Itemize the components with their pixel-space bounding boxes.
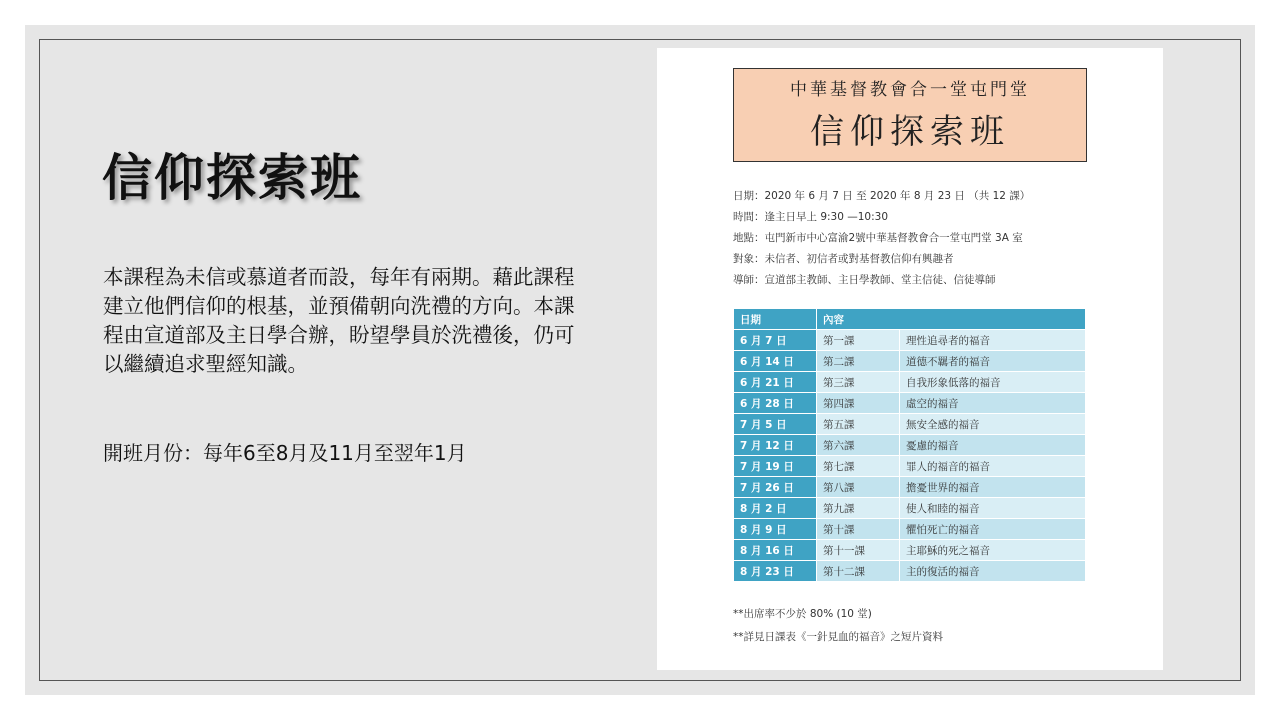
topic-cell: 理性追尋者的福音: [900, 330, 1086, 351]
flyer-banner: [733, 68, 1087, 162]
info-time: 時間：逢主日早上 9:30 —10:30: [733, 211, 889, 223]
header-content: 內容: [817, 309, 1086, 330]
info-date: 日期：2020 年 6 月 7 日 至 2020 年 8 月 23 日 （共 12 課）: [733, 190, 1031, 202]
lesson-cell: 第一課: [817, 330, 900, 351]
church-name: 中華基督教會合一堂屯門堂: [790, 80, 1030, 100]
lesson-cell: 第四課: [817, 393, 900, 414]
date-cell: 6 月 7 日: [734, 330, 817, 351]
lesson-cell: 第七課: [817, 456, 900, 477]
date-cell: 6 月 28 日: [734, 393, 817, 414]
date-cell: 8 月 16 日: [734, 540, 817, 561]
header-date: 日期: [734, 309, 817, 330]
flyer-footnotes: [733, 603, 1143, 649]
footnote-attendance: **出席率不少於 80% (10 堂): [733, 608, 872, 620]
info-audience: 對象：未信者、初信者或對基督教信仰有興趣者: [733, 253, 954, 265]
table-row: [734, 456, 1086, 477]
course-months: 開班月份：每年6至8月及11月至翌年1月: [103, 441, 467, 465]
table-row: [734, 414, 1086, 435]
lesson-cell: 第二課: [817, 351, 900, 372]
topic-cell: 無安全感的福音: [900, 414, 1086, 435]
table-row: [734, 540, 1086, 561]
date-cell: 8 月 2 日: [734, 498, 817, 519]
schedule-header-row: [734, 309, 1086, 330]
flyer-info: [733, 186, 1143, 291]
topic-cell: 憂慮的福音: [900, 435, 1086, 456]
footnote-reference: **詳見日課表《一針見血的福音》之短片資料: [733, 631, 943, 643]
course-description: 本課程為未信或慕道者而設，每年有兩期。藉此課程建立他們信仰的根基，並預備朝向洗禮的方向。本課程由宣道部及主日學合辦，盼望學員於洗禮後，仍可以繼續追求聖經知識。: [103, 265, 575, 376]
lesson-cell: 第九課: [817, 498, 900, 519]
schedule-table: [733, 308, 1086, 582]
lesson-cell: 第三課: [817, 372, 900, 393]
topic-cell: 罪人的福音的福音: [900, 456, 1086, 477]
date-cell: 7 月 5 日: [734, 414, 817, 435]
date-cell: 7 月 26 日: [734, 477, 817, 498]
topic-cell: 懼怕死亡的福音: [900, 519, 1086, 540]
topic-cell: 道德不羈者的福音: [900, 351, 1086, 372]
table-row: [734, 393, 1086, 414]
table-row: [734, 561, 1086, 582]
lesson-cell: 第八課: [817, 477, 900, 498]
topic-cell: 虛空的福音: [900, 393, 1086, 414]
table-row: [734, 477, 1086, 498]
table-row: [734, 330, 1086, 351]
table-row: [734, 519, 1086, 540]
info-teachers: 導師：宣道部主教師、主日學教師、堂主信徒、信徒導師: [733, 274, 996, 286]
slide-title: 信仰探索班: [102, 148, 362, 207]
topic-cell: 自我形象低落的福音: [900, 372, 1086, 393]
lesson-cell: 第十一課: [817, 540, 900, 561]
topic-cell: 擔憂世界的福音: [900, 477, 1086, 498]
flyer-title: 信仰探索班: [810, 112, 1010, 152]
date-cell: 7 月 12 日: [734, 435, 817, 456]
topic-cell: 主耶穌的死之福音: [900, 540, 1086, 561]
lesson-cell: 第六課: [817, 435, 900, 456]
date-cell: 7 月 19 日: [734, 456, 817, 477]
table-row: [734, 372, 1086, 393]
date-cell: 8 月 23 日: [734, 561, 817, 582]
topic-cell: 主的復活的福音: [900, 561, 1086, 582]
table-row: [734, 435, 1086, 456]
topic-cell: 使人和睦的福音: [900, 498, 1086, 519]
date-cell: 6 月 21 日: [734, 372, 817, 393]
lesson-cell: 第五課: [817, 414, 900, 435]
info-location: 地點：屯門新市中心富渝2號中華基督教會合一堂屯門堂 3A 室: [733, 232, 1023, 244]
course-flyer: [657, 48, 1163, 670]
date-cell: 6 月 14 日: [734, 351, 817, 372]
date-cell: 8 月 9 日: [734, 519, 817, 540]
table-row: [734, 351, 1086, 372]
lesson-cell: 第十課: [817, 519, 900, 540]
lesson-cell: 第十二課: [817, 561, 900, 582]
table-row: [734, 498, 1086, 519]
